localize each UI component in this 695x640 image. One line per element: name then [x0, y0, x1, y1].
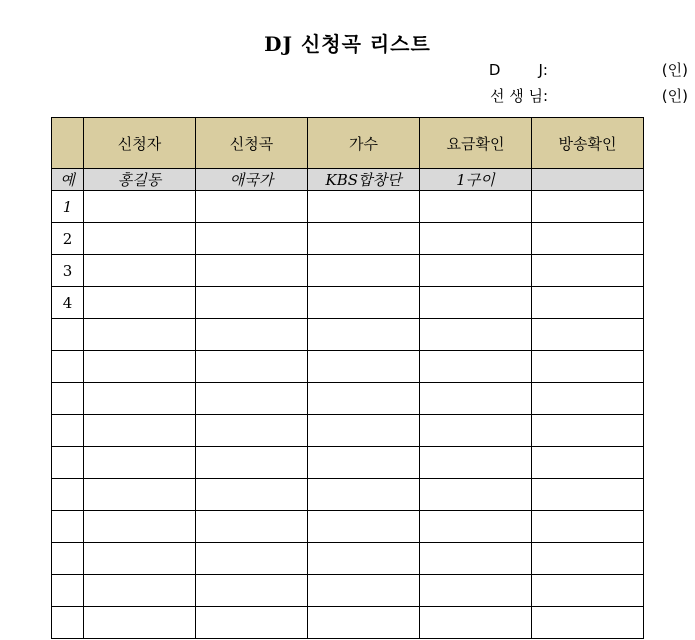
example-requester: 홍길동 — [84, 169, 196, 191]
requester-cell[interactable] — [84, 287, 196, 319]
singer-cell[interactable] — [308, 223, 420, 255]
singer-cell[interactable] — [308, 543, 420, 575]
broadcast-check-cell[interactable] — [532, 319, 644, 351]
table-row — [52, 351, 644, 383]
table-row — [52, 607, 644, 639]
table-row — [52, 255, 644, 287]
fee-check-cell[interactable] — [420, 415, 532, 447]
table-row — [52, 479, 644, 511]
header-singer: 가수 — [308, 118, 420, 169]
row-number — [52, 543, 84, 575]
fee-check-cell[interactable] — [420, 383, 532, 415]
singer-cell[interactable] — [308, 287, 420, 319]
song-cell[interactable] — [196, 351, 308, 383]
broadcast-check-cell[interactable] — [532, 287, 644, 319]
row-number — [52, 351, 84, 383]
requester-cell[interactable] — [84, 191, 196, 223]
row-number: 1 — [52, 191, 84, 223]
header-broadcast-check: 방송확인 — [532, 118, 644, 169]
broadcast-check-cell[interactable] — [532, 415, 644, 447]
fee-check-cell[interactable] — [420, 607, 532, 639]
table-header-row — [52, 118, 644, 169]
table-row — [52, 511, 644, 543]
fee-check-cell[interactable] — [420, 319, 532, 351]
requester-cell[interactable] — [84, 511, 196, 543]
fee-check-cell[interactable] — [420, 223, 532, 255]
table-row — [52, 223, 644, 255]
teacher-signature-row — [470, 86, 692, 106]
singer-cell[interactable] — [308, 191, 420, 223]
table-row — [52, 415, 644, 447]
document-title: DJ 신청곡 리스트 — [264, 32, 431, 56]
fee-check-cell[interactable] — [420, 255, 532, 287]
fee-check-cell[interactable] — [420, 191, 532, 223]
row-number — [52, 607, 84, 639]
fee-check-cell[interactable] — [420, 447, 532, 479]
broadcast-check-cell[interactable] — [532, 255, 644, 287]
singer-cell[interactable] — [308, 383, 420, 415]
table-row — [52, 383, 644, 415]
broadcast-check-cell[interactable] — [532, 479, 644, 511]
dj-seal: (인) — [661, 61, 688, 79]
table-row — [52, 319, 644, 351]
singer-cell[interactable] — [308, 479, 420, 511]
requester-cell[interactable] — [84, 351, 196, 383]
row-number — [52, 575, 84, 607]
example-broadcast — [532, 169, 644, 191]
broadcast-check-cell[interactable] — [532, 223, 644, 255]
table-row — [52, 575, 644, 607]
requester-cell[interactable] — [84, 223, 196, 255]
requester-cell[interactable] — [84, 447, 196, 479]
row-number: 3 — [52, 255, 84, 287]
header-requester: 신청자 — [84, 118, 196, 169]
broadcast-check-cell[interactable] — [532, 383, 644, 415]
requester-cell[interactable] — [84, 575, 196, 607]
song-cell[interactable] — [196, 447, 308, 479]
broadcast-check-cell[interactable] — [532, 351, 644, 383]
singer-cell[interactable] — [308, 415, 420, 447]
fee-check-cell[interactable] — [420, 511, 532, 543]
singer-cell[interactable] — [308, 447, 420, 479]
dj-label: D J: — [488, 61, 548, 79]
requester-cell[interactable] — [84, 607, 196, 639]
teacher-label: 선 생 님: — [489, 87, 548, 105]
requester-cell[interactable] — [84, 255, 196, 287]
requester-cell[interactable] — [84, 383, 196, 415]
singer-cell[interactable] — [308, 255, 420, 287]
broadcast-check-cell[interactable] — [532, 447, 644, 479]
row-number — [52, 511, 84, 543]
singer-cell[interactable] — [308, 575, 420, 607]
singer-cell[interactable] — [308, 351, 420, 383]
song-cell[interactable] — [196, 287, 308, 319]
song-cell[interactable] — [196, 607, 308, 639]
song-cell[interactable] — [196, 575, 308, 607]
song-cell[interactable] — [196, 543, 308, 575]
requester-cell[interactable] — [84, 319, 196, 351]
broadcast-check-cell[interactable] — [532, 191, 644, 223]
example-song: 애국가 — [196, 169, 308, 191]
header-number — [52, 118, 84, 169]
example-singer: KBS합창단 — [308, 169, 420, 191]
row-number: 4 — [52, 287, 84, 319]
request-table — [51, 117, 644, 639]
song-cell[interactable] — [196, 255, 308, 287]
fee-check-cell[interactable] — [420, 287, 532, 319]
requester-cell[interactable] — [84, 479, 196, 511]
example-fee: 1구이 — [420, 169, 532, 191]
broadcast-check-cell[interactable] — [532, 607, 644, 639]
song-cell[interactable] — [196, 191, 308, 223]
song-cell[interactable] — [196, 223, 308, 255]
header-song: 신청곡 — [196, 118, 308, 169]
song-cell[interactable] — [196, 319, 308, 351]
broadcast-check-cell[interactable] — [532, 543, 644, 575]
fee-check-cell[interactable] — [420, 575, 532, 607]
table-row — [52, 287, 644, 319]
singer-cell[interactable] — [308, 319, 420, 351]
broadcast-check-cell[interactable] — [532, 511, 644, 543]
song-cell[interactable] — [196, 479, 308, 511]
row-number — [52, 319, 84, 351]
table-row — [52, 447, 644, 479]
broadcast-check-cell[interactable] — [532, 575, 644, 607]
dj-signature-row — [470, 60, 692, 80]
row-number — [52, 383, 84, 415]
teacher-seal: (인) — [661, 87, 688, 105]
song-cell[interactable] — [196, 383, 308, 415]
fee-check-cell[interactable] — [420, 351, 532, 383]
song-cell[interactable] — [196, 511, 308, 543]
row-number — [52, 479, 84, 511]
singer-cell[interactable] — [308, 607, 420, 639]
row-number: 2 — [52, 223, 84, 255]
requester-cell[interactable] — [84, 415, 196, 447]
example-label: 예 — [52, 169, 84, 191]
table-row — [52, 191, 644, 223]
requester-cell[interactable] — [84, 543, 196, 575]
row-number — [52, 415, 84, 447]
header-fee-check: 요금확인 — [420, 118, 532, 169]
table-row — [52, 543, 644, 575]
song-cell[interactable] — [196, 415, 308, 447]
fee-check-cell[interactable] — [420, 543, 532, 575]
row-number — [52, 447, 84, 479]
singer-cell[interactable] — [308, 511, 420, 543]
fee-check-cell[interactable] — [420, 479, 532, 511]
example-row — [52, 169, 644, 191]
